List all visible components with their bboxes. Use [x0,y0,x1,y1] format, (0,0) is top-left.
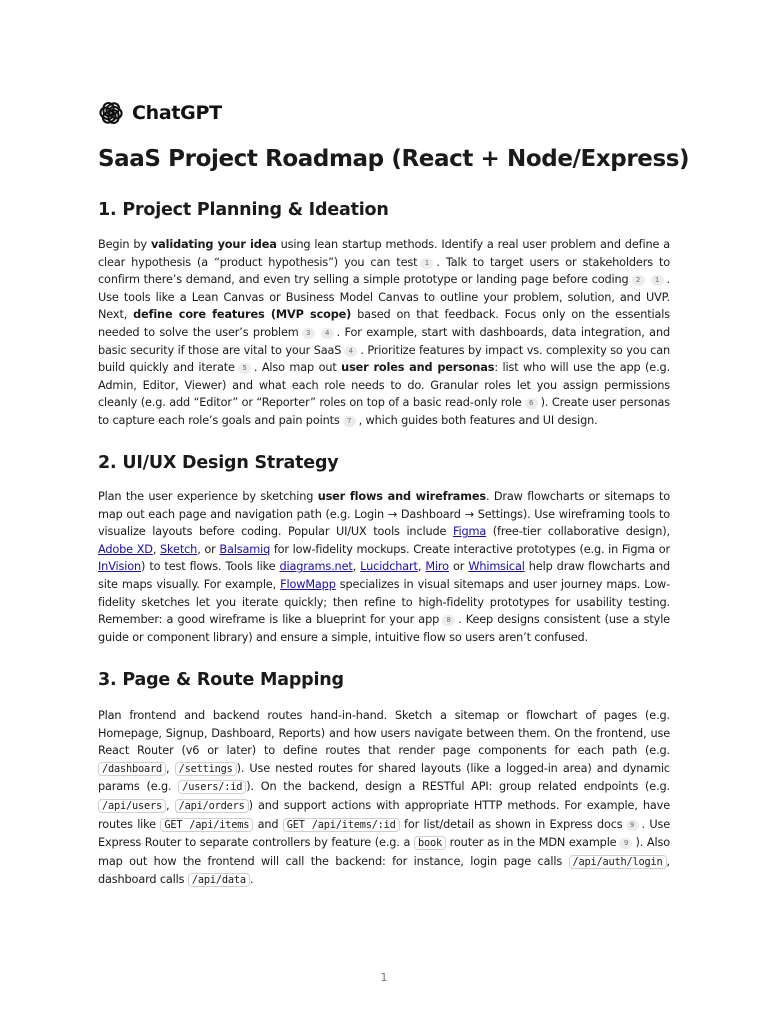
text: , [166,798,175,812]
citation-badge[interactable]: 1 [651,275,664,286]
section-1-paragraph [98,236,670,430]
section-3-paragraph [98,707,670,890]
citation-badge[interactable]: 4 [321,328,334,339]
text: ) to test flows. Tools like [141,560,280,574]
section-3-heading: 3. Page & Route Mapping [98,670,344,690]
link-adobe-xd[interactable]: Adobe XD [98,542,153,556]
citation-badge[interactable]: 5 [238,363,251,374]
citation-badge[interactable]: 3 [302,328,315,339]
code-snippet: /api/users [98,799,166,813]
text: for low-fidelity mockups. Create interactive prototypes (e.g. in Figma or [270,542,671,556]
link-diagrams-net[interactable]: diagrams.net [279,560,353,574]
text: using lean startup methods. Identify a real user problem and define a clear hypothesis (a “product hypothesis”) you can test [98,238,671,269]
text: and [253,817,283,831]
text: Plan frontend and backend routes hand-in-hand. Sketch a sitemap or flowchart of pages (e.g. Homepage, Signup, Dashboard, Reports) and how users navigate between them. On the frontend, use React Router (v6 or later) to define routes that render page components for each path (e.g. [98,709,670,758]
section-2-paragraph [98,488,670,646]
bold-text: user roles and personas [341,361,495,375]
text: . Draw flowcharts or sitemaps to map out each page and navigation path (e.g. Login → Dashboard → Settings). Use wireframing tools to visualize layouts before coding. Popular UI/UX tools include [98,490,670,539]
code-snippet: /users/:id [178,780,246,794]
link-flowmapp[interactable]: FlowMapp [280,577,336,591]
brand-name: ChatGPT [132,102,222,124]
text: (free-tier collaborative design), [486,525,670,539]
code-snippet: /api/data [188,873,250,887]
link-sketch[interactable]: Sketch [160,542,198,556]
text: . Use Express Router to separate controllers by feature (e.g. a [98,817,671,850]
text: , [152,542,161,556]
link-whimsical[interactable]: Whimsical [468,560,525,574]
citation-badge[interactable]: 1 [420,258,433,269]
citation-badge[interactable]: 9 [619,838,632,849]
bold-text: validating your idea [150,238,277,251]
code-snippet: /dashboard [98,762,166,776]
text: , [352,560,361,574]
section-1-heading: 1. Project Planning & Ideation [98,200,389,220]
citation-badge[interactable]: 2 [632,275,645,286]
brand-header [98,100,222,126]
bold-text: user flows and wireframes [317,490,486,503]
text: , which guides both features and UI design. [358,413,598,427]
text: . Keep designs consistent (use a style guide or component library) and ensure a simple, intuitive flow so users aren’t confused. [98,613,670,644]
code-snippet: GET /api/items/:id [283,818,400,832]
openai-logo-icon [98,100,124,126]
text: help draw flowcharts and site maps visually. For example, [98,560,670,591]
text: . Prioritize features by impact vs. complexity so you can build quickly and iterate [98,343,670,375]
text: . [249,873,254,887]
section-2-heading: 2. UI/UX Design Strategy [98,453,339,473]
text: . Talk to target users or stakeholders to confirm there’s demand, and even try selling a simple prototype or landing page before coding [98,255,670,287]
text: . For example, start with dashboards, data integration, and basic security if those are vital to your SaaS [98,325,670,357]
code-snippet: /api/orders [175,799,249,813]
text: ). Also map out how the frontend will call the backend: for instance, login page calls [98,836,670,868]
citation-badge[interactable]: 9 [626,820,639,831]
document-title: SaaS Project Roadmap (React + Node/Express) [98,146,690,172]
code-snippet: /settings [175,762,237,776]
citation-badge[interactable]: 4 [344,346,357,357]
text: or [448,560,469,574]
code-snippet: /api/auth/login [569,855,667,869]
bold-text: define core features (MVP scope) [133,308,352,322]
link-balsamiq[interactable]: Balsamiq [219,542,271,556]
link-lucidchart[interactable]: Lucidchart [360,560,418,574]
text: for list/detail as shown in Express docs [399,817,623,831]
citation-badge[interactable]: 6 [525,398,538,409]
text: , [417,560,426,574]
text: ). Use nested routes for shared layouts (like a logged-in area) and dynamic params (e.g. [98,761,670,794]
citation-badge[interactable]: 8 [442,615,455,626]
text: router as in the MDN example [445,836,617,850]
text: , or [197,542,220,556]
text: Plan the user experience by sketching [98,490,318,503]
text: . Use tools like a Lean Canvas or Business Model Canvas to outline your problem, solution, and UVP. Next, [98,273,670,322]
link-invision[interactable]: InVision [98,560,142,574]
code-snippet: book [414,836,446,850]
text: ). Create user personas to capture each role’s goals and pain points [98,396,670,427]
text: specializes in visual sitemaps and user journey maps. Low-fidelity sketches let you iterate quickly; then refine to high-fidelity prototypes for usability testing. Remember: a good wireframe is like a blueprint for your app [98,577,670,627]
text: based on that feedback. Focus only on the essentials needed to solve the user’s problem [98,308,670,339]
citation-badge[interactable]: 7 [343,416,356,427]
link-figma[interactable]: Figma [452,525,487,539]
code-snippet: GET /api/items [160,818,253,832]
link-miro[interactable]: Miro [425,560,449,574]
text: Begin by [98,238,151,251]
text: , [166,761,175,775]
text: : list who will use the app (e.g. Admin, Editor, Viewer) and what each role needs to do. Granular roles let you assign permissions cleanly (e.g. add “Editor” or “Reporter” roles on top of a basic read-only role [98,361,671,410]
text: . Also map out [253,361,342,375]
page-number: 1 [380,971,388,984]
text: , dashboard calls [98,854,670,887]
text: ). On the backend, design a RESTful API: group related endpoints (e.g. [246,780,670,794]
text: ) and support actions with appropriate HTTP methods. For example, have routes like [98,798,670,831]
